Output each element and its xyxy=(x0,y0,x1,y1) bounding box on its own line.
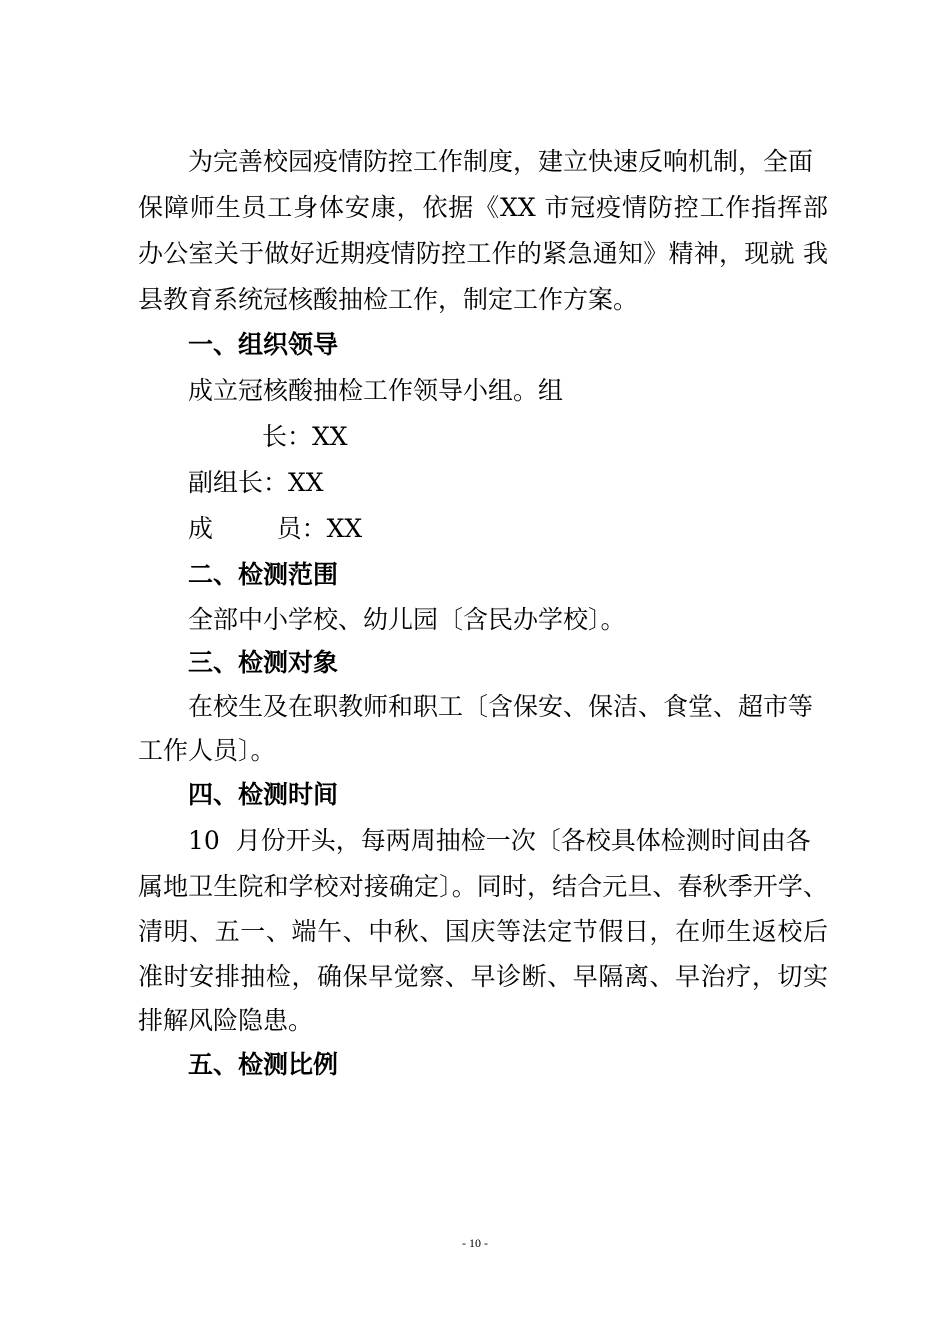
section-1-members: 成 员：XX xyxy=(188,514,363,543)
intro-line-3: 办公室关于做好近期疫情防控工作的紧急通知》精神，现就 我 xyxy=(138,239,828,268)
section-4-heading: 四、检测时间 xyxy=(188,780,339,809)
intro-line-4: 县教育系统冠核酸抽检工作，制定工作方案。 xyxy=(138,285,639,314)
section-4-line-1: 10 月份开头，每两周抽检一次〔各校具体检测时间由各 xyxy=(188,826,811,855)
section-3-line-2: 工作人员〕。 xyxy=(138,736,276,765)
intro-line-2: 保障师生员工身体安康，依据《XX 市冠疫情防控工作指挥部 xyxy=(138,193,828,222)
section-2-body: 全部中小学校、幼儿园〔含民办学校〕。 xyxy=(188,605,626,634)
section-1-body: 成立冠核酸抽检工作领导小组。组 xyxy=(188,376,564,405)
section-3-line-1: 在校生及在职教师和职工〔含保安、保洁、食堂、超市等 xyxy=(188,692,814,721)
page-number: - 10 - xyxy=(462,1236,488,1250)
section-1-deputy: 副组长：XX xyxy=(188,468,324,497)
section-2-heading: 二、检测范围 xyxy=(188,560,339,589)
section-3-heading: 三、检测对象 xyxy=(188,648,339,677)
section-4-line-3: 清明、五一、端午、中秋、国庆等法定节假日，在师生返校后 xyxy=(138,917,828,946)
section-4-line-5: 排解风险隐患。 xyxy=(138,1006,314,1035)
section-4-line-2: 属地卫生院和学校对接确定〕。同时，结合元旦、春秋季开学、 xyxy=(138,872,828,901)
intro-line-1: 为完善校园疫情防控工作制度，建立快速反响机制，全面 xyxy=(188,147,814,176)
section-4-line-4: 准时安排抽检，确保早觉察、早诊断、早隔离、早治疗，切实 xyxy=(138,962,828,991)
section-1-leader: 长：XX xyxy=(262,422,348,451)
section-1-heading: 一、组织领导 xyxy=(188,330,339,359)
section-5-heading: 五、检测比例 xyxy=(188,1050,339,1079)
